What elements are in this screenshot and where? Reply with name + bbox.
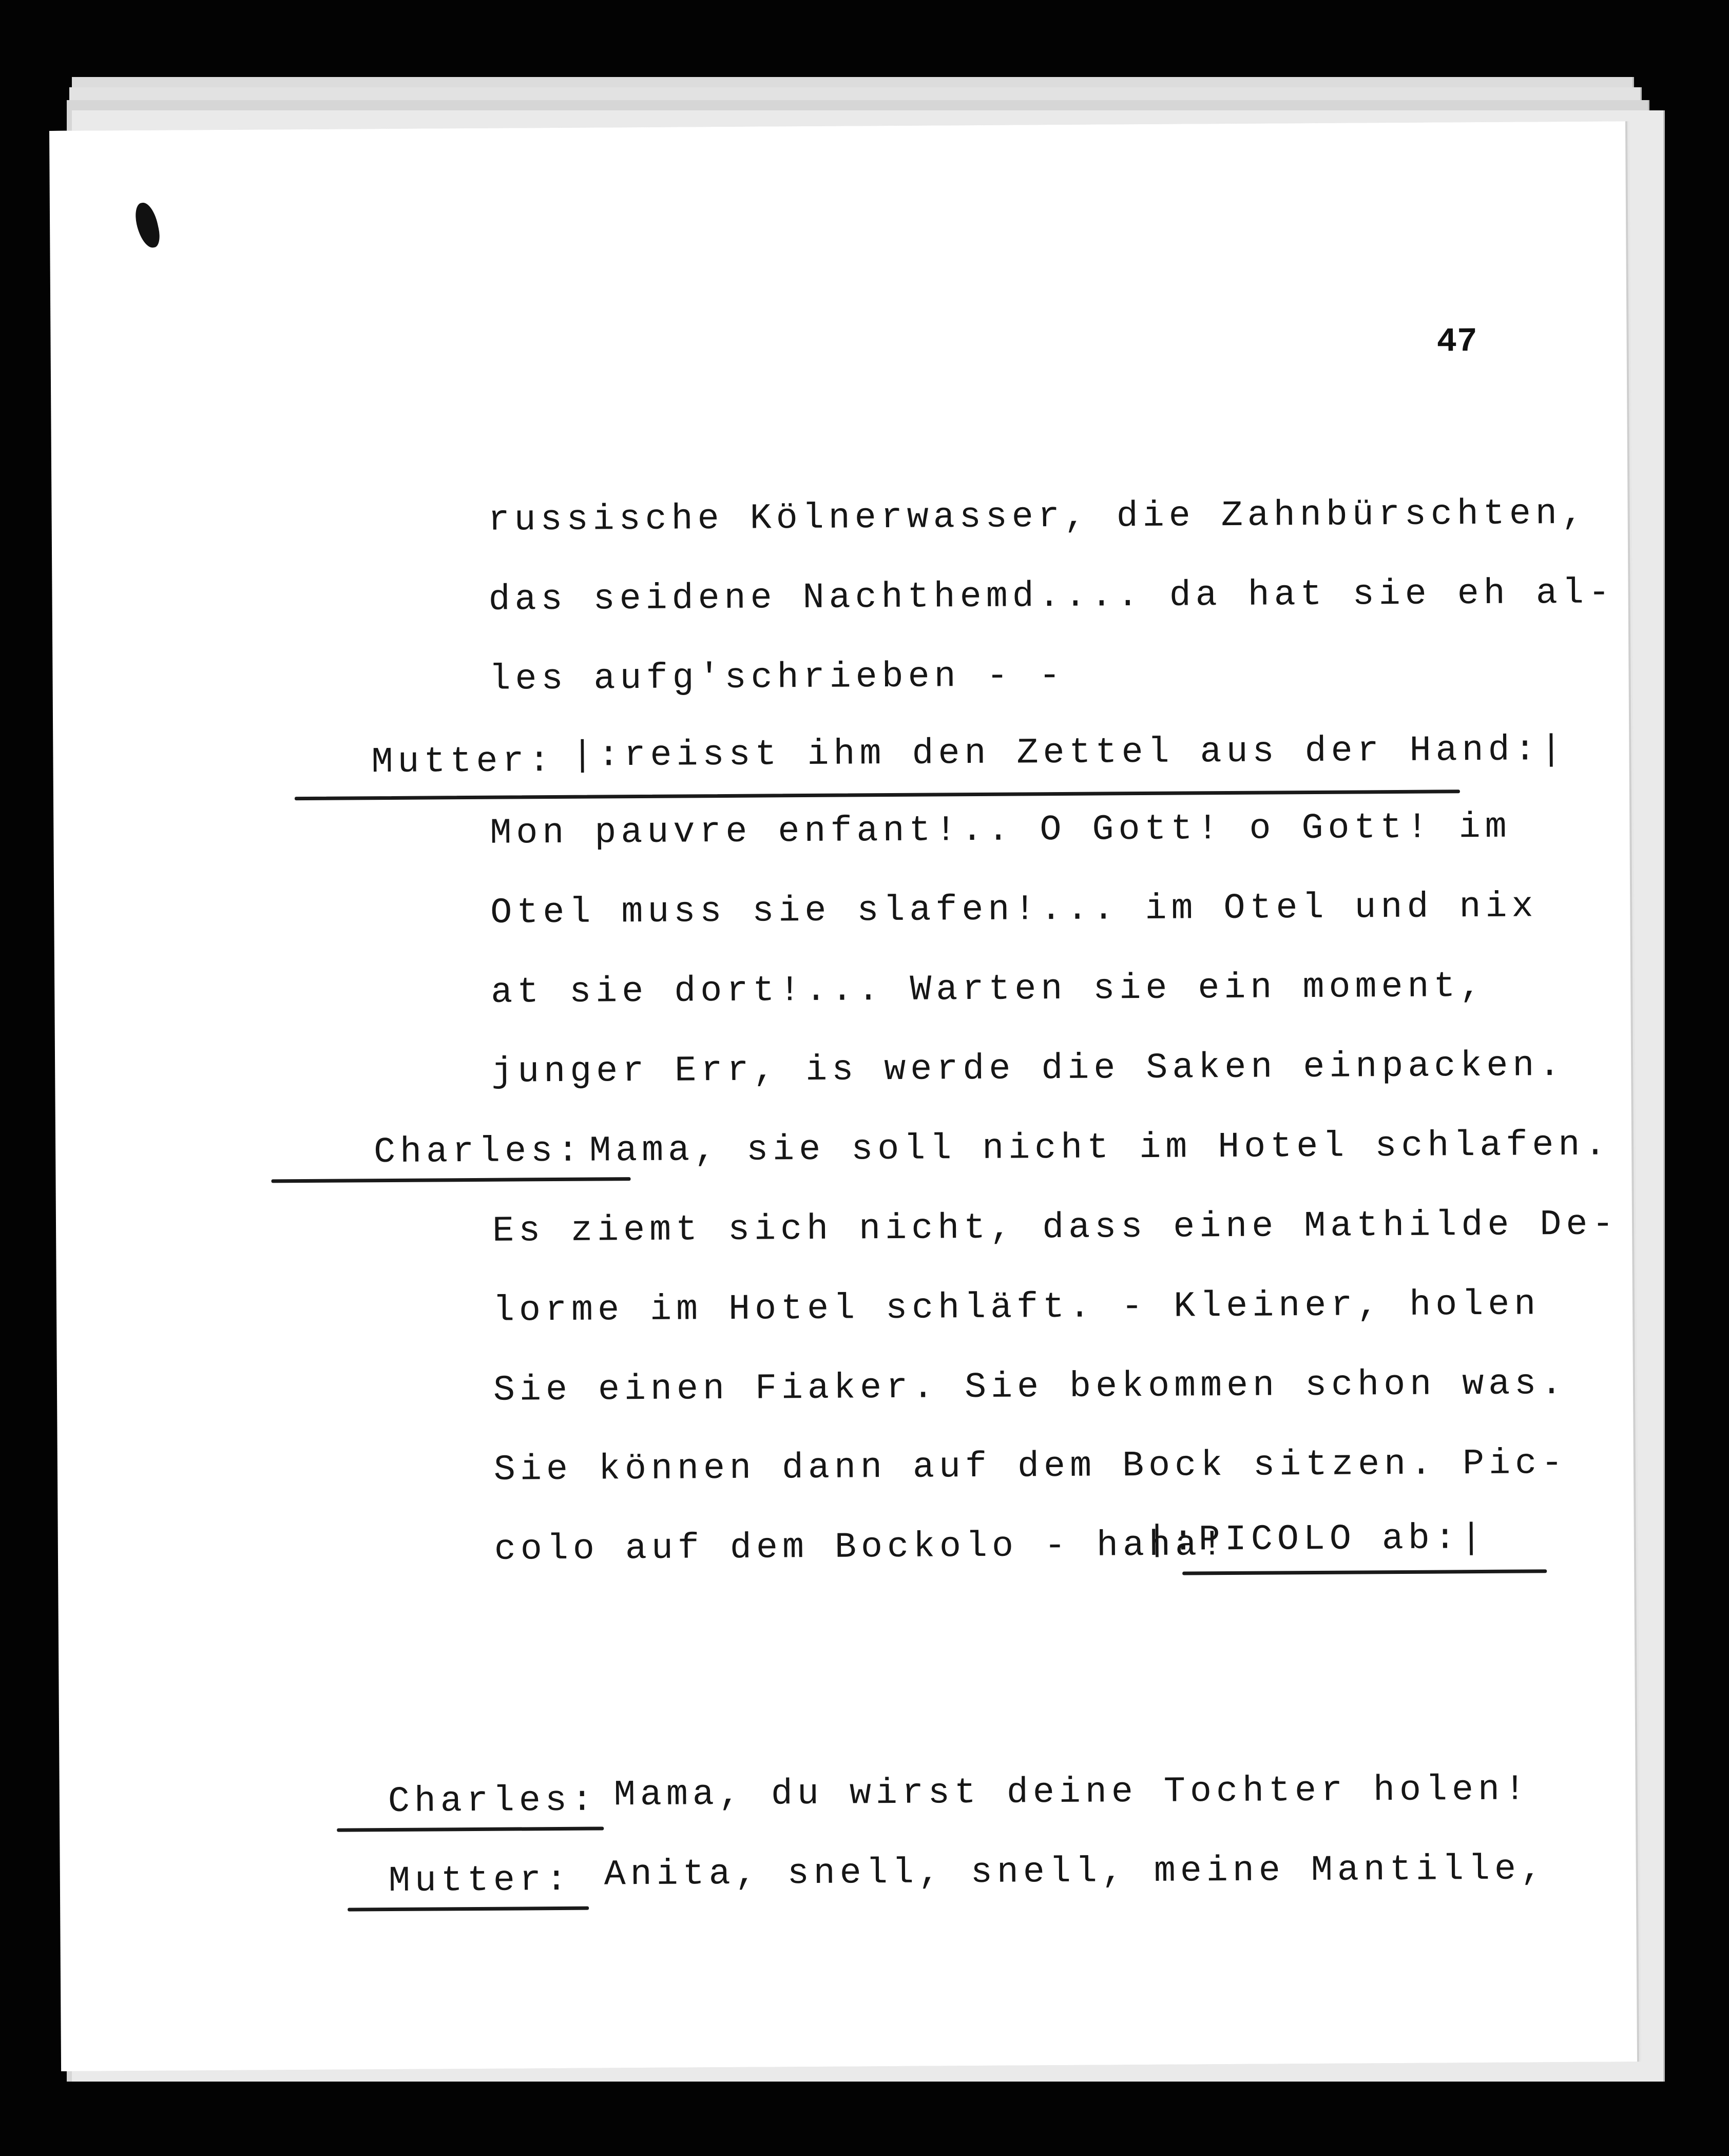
text-line: Anita, snell, snell, meine Mantille,: [604, 1849, 1547, 1896]
speech-text: Mama, sie soll nicht im Hotel schlafen.: [589, 1125, 1611, 1172]
speaker-label-charles: Charles:: [388, 1780, 598, 1823]
underline-rule: [295, 790, 1460, 800]
underline-rule: [1182, 1569, 1547, 1575]
speaker-label-mutter: Mutter:: [371, 741, 555, 783]
text-line: les aufg'schrieben - -: [489, 656, 1065, 700]
text-line: Es ziemt sich nicht, dass eine Mathilde De-: [492, 1204, 1619, 1252]
underline-rule: [348, 1907, 589, 1912]
speaker-label-mutter: Mutter:: [388, 1860, 572, 1902]
underline-rule: [337, 1826, 604, 1832]
text-line: das seidene Nachthemd.... da hat sie eh al-: [488, 573, 1615, 621]
text-line: russische Kölnerwasser, die Zahnbürschten,: [488, 493, 1588, 541]
text-line: Sie können dann auf dem Bock sitzen. Pic-: [493, 1443, 1568, 1491]
text-line: junger Err, is werde die Saken einpacken.: [491, 1045, 1565, 1093]
speaker-label-charles: Charles:: [373, 1131, 584, 1173]
text-line: colo auf dem Bockolo - haha!: [494, 1525, 1228, 1570]
speech-text: Mama, du wirst deine Tochter holen!: [613, 1769, 1531, 1816]
page-number: 47: [1436, 322, 1478, 361]
text-line: Otel muss sie slafen!... im Otel und nix: [490, 887, 1538, 934]
stage-direction: |:reisst ihm den Zettel aus der Hand:|: [571, 729, 1567, 777]
underline-rule: [271, 1177, 630, 1183]
text-line: lorme im Hotel schläft. - Kleiner, holen: [492, 1284, 1541, 1332]
punch-hole-mark: [132, 201, 162, 250]
stage-direction: |:PICOLO ab:|: [1146, 1518, 1487, 1561]
text-line: at sie dort!... Warten sie ein moment,: [491, 966, 1486, 1013]
typescript-page: [49, 121, 1637, 2071]
text-line: Sie einen Fiaker. Sie bekommen schon was.: [493, 1363, 1567, 1411]
text-line: Mon pauvre enfant!.. O Gott! o Gott! im: [490, 807, 1511, 854]
